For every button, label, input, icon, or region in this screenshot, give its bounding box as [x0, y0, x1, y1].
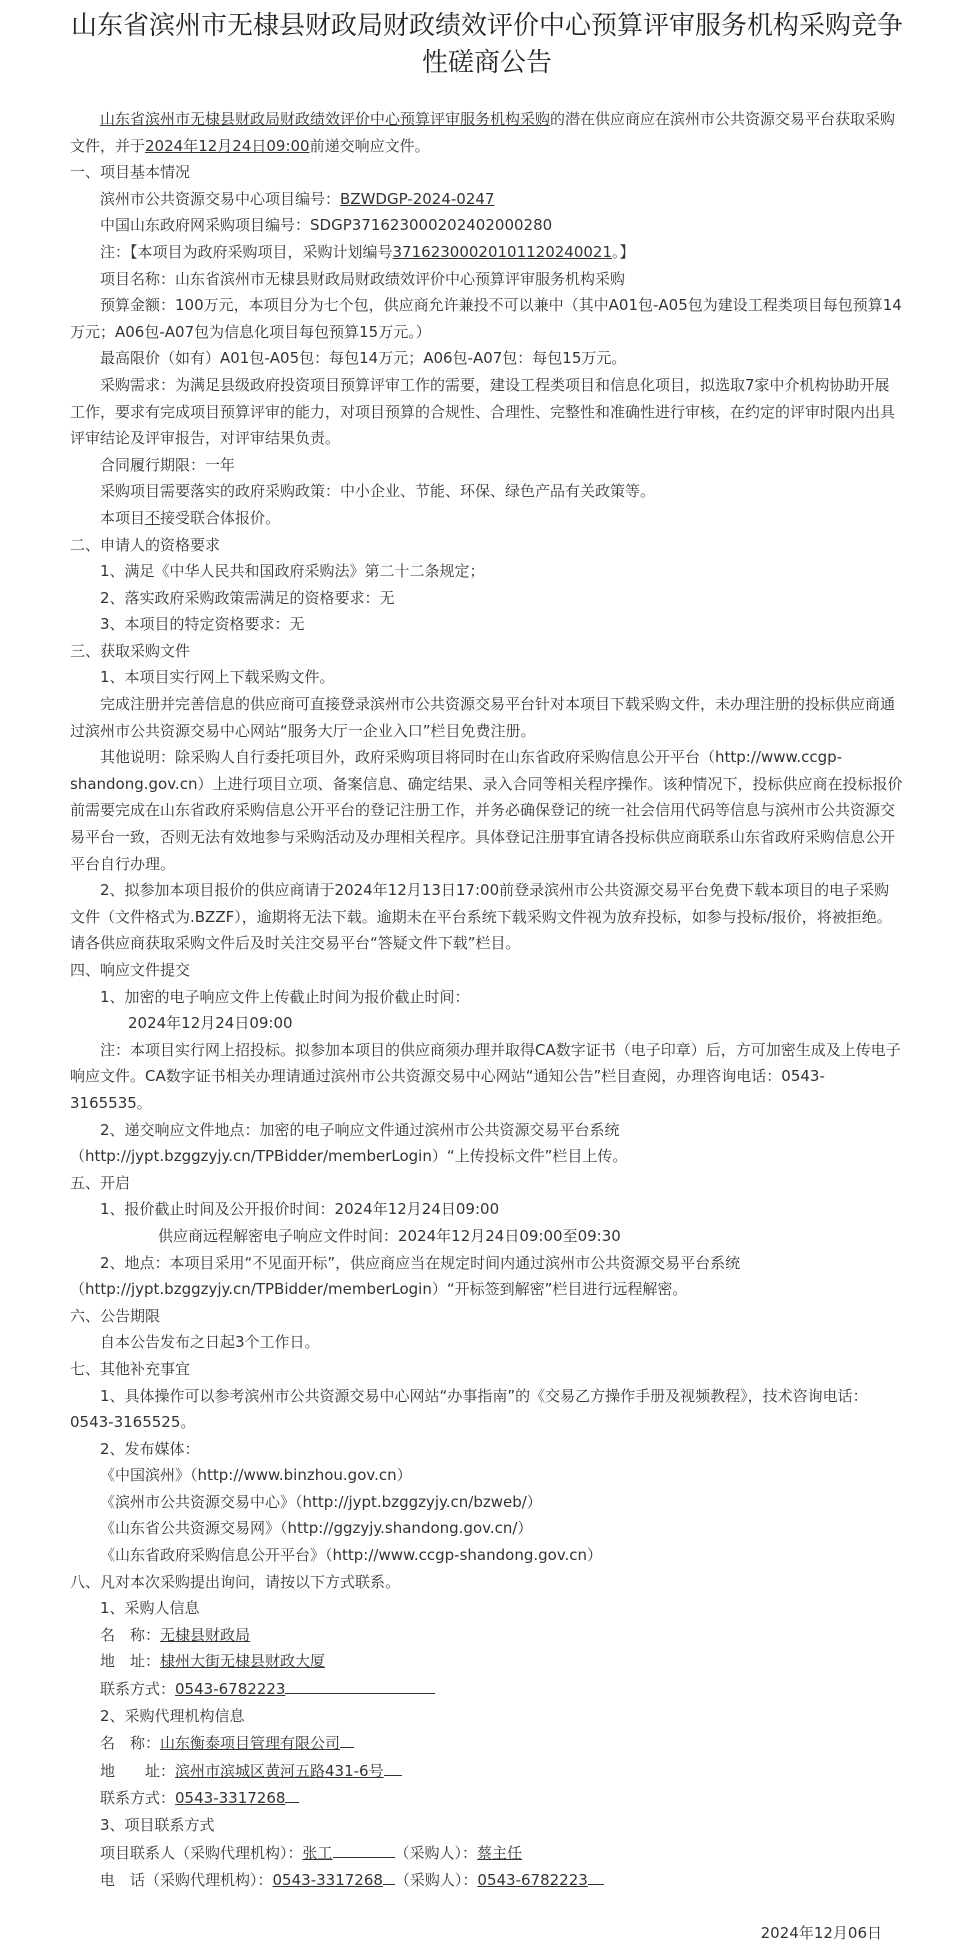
registration-paragraph: 完成注册并完善信息的供应商可直接登录滨州市公共资源交易平台针对本项目下载采购文件，未办理注册的投标供应商通过滨州市公共资源交易中心网站“服务大厅一企业入口”栏目免费注册。 [70, 695, 896, 740]
budget: 预算金额：100万元，本项目分为七个包，供应商允许兼投不可以兼中（其中A01包-A05包为建设工程类项目每包预算14万元；A06包-A07包为信息化项目每包预算15万元。） [70, 296, 902, 341]
section-3-heading: 三、获取采购文件 [70, 641, 191, 660]
qualification-1: 1、满足《中华人民共和国政府采购法》第二十二条规定； [100, 562, 485, 581]
buyer-name: 名 称：无棣县财政局 [100, 1625, 251, 1644]
upload-deadline: 1、加密的电子响应文件上传截止时间为报价截止时间： [100, 987, 470, 1006]
buyer-info-heading: 1、采购人信息 [100, 1599, 200, 1618]
project-number: 滨州市公共资源交易中心项目编号：BZWDGP-2024-0247 [100, 189, 495, 208]
section-2-heading: 二、申请人的资格要求 [70, 535, 221, 554]
submission-location: 2、递交响应文件地点：加密的电子响应文件通过滨州市公共资源交易平台系统（http://jypt.bzggzyjy.cn/TPBidder/memberLogin）“上传投标文件”栏目上传。 [70, 1120, 628, 1166]
qualification-3: 3、本项目的特定资格要求：无 [100, 615, 305, 634]
upload-deadline-time: 2024年12月24日09:00 [128, 1014, 293, 1033]
project-contact-phone: 电 话（采购代理机构）：0543-3317268 （采购人）：0543-6782223 [70, 1866, 904, 1894]
media-shandong-trading: 《山东省公共资源交易网》（http://ggzyjy.shandong.gov.cn/） [100, 1519, 533, 1538]
ca-certificate-note: 注：本项目实行网上招投标。拟参加本项目的供应商须办理并取得CA数字证书（电子印章）后，方可加密生成及上传电子响应文件。CA数字证书相关办理请通过滨州市公共资源交易中心网站“通知公告”栏目查阅，办理咨询电话：0543-3165535。 [70, 1040, 901, 1112]
procurement-demand: 采购需求：为满足县级政府投资项目预算评审工作的需要，建设工程类项目和信息化项目，拟选取7家中介机构协助开展工作，要求有完成项目预算评审的能力，对项目预算的合规性、合理性、完整性和准确性进行审核，在约定的评审时限内出具评审结论及评审报告，对评审结果负责。 [70, 375, 896, 448]
other-notes-paragraph: 其他说明：除采购人自行委托项目外，政府采购项目将同时在山东省政府采购信息公开平台（http://www.ccgp-shandong.gov.cn）上进行项目立项、备案信息、确定结果、录入合同等相关程序操作。该种情况下，投标供应商在投标报价前需要完成在山东省政府采购信息公开平台的登记注册工作，并务必确保登记的统一社会信用代码等信息与滨州市公共资源交易平台一致，否则无法有效地参与采购活动及办理相关程序。具体登记注册事宜请各投标供应商联系山东省政府采购信息公开平台自行办理。 [70, 748, 903, 873]
section-7-heading: 七、其他补充事宜 [70, 1359, 191, 1378]
page-title: 山东省滨州市无棣县财政局财政绩效评价中心预算评审服务机构采购竞争性磋商公告 [70, 11, 903, 78]
contract-period: 合同履行期限：一年 [100, 455, 236, 474]
section-1-heading: 一、项目基本情况 [70, 163, 191, 182]
project-contact-person: 项目联系人（采购代理机构）：张工 （采购人）：蔡主任 [70, 1839, 904, 1867]
qualification-2: 2、落实政府采购政策需满足的资格要求：无 [100, 588, 395, 607]
download-item-1: 1、本项目实行网上下载采购文件。 [100, 668, 335, 687]
joint-bid-note: 本项目不接受联合体报价。 [100, 508, 281, 527]
media-binzhou: 《中国滨州》（http://www.binzhou.gov.cn） [100, 1466, 412, 1485]
agent-name: 名 称：山东衡泰项目管理有限公司 [70, 1729, 904, 1757]
announcement-period: 自本公告发布之日起3个工作日。 [100, 1333, 320, 1352]
intro-project-name: 山东省滨州市无棣县财政局财政绩效评价中心预算评审服务机构采购 [100, 110, 551, 128]
procurement-policy: 采购项目需要落实的政府采购政策：中小企业、节能、环保、绿色产品有关政策等。 [100, 482, 656, 501]
opening-time: 1、报价截止时间及公开报价时间：2024年12月24日09:00 [100, 1200, 500, 1219]
project-name: 项目名称：山东省滨州市无棣县财政局财政绩效评价中心预算评审服务机构采购 [100, 269, 626, 288]
announcement-body [70, 106, 904, 1894]
opening-location: 2、地点：本项目采用“不见面开标”，供应商应当在规定时间内通过滨州市公共资源交易平台系统（http://jypt.bzggzyjy.cn/TPBidder/memberLogin）“开标签到解密”栏目进行远程解密。 [70, 1253, 741, 1299]
intro-deadline: 2024年12月24日09:00 [145, 136, 310, 155]
plan-number-note: 注：【本项目为政府采购项目，采购计划编号37162300020101120240021。】 [100, 242, 635, 261]
max-price: 最高限价（如有）A01包-A05包：每包14万元；A06包-A07包：每包15万元。 [100, 349, 627, 368]
section-6-heading: 六、公告期限 [70, 1306, 161, 1325]
supplement-item-2: 2、发布媒体： [100, 1439, 200, 1458]
publish-date: 2024年12月06日 [760, 1924, 882, 1942]
agent-contact: 联系方式：0543-3317268 [70, 1784, 904, 1812]
download-item-2: 2、拟参加本项目报价的供应商请于2024年12月13日17:00前登录滨州市公共资源交易平台免费下载本项目的电子采购文件（文件格式为.BZZF），逾期将无法下载。逾期未在平台系统下载采购文件视为放弃投标，如参与投标/报价，将被拒绝。请各供应商获取采购文件后及时关注交易平台“答疑文件下载”栏目。 [70, 881, 892, 953]
media-shandong-procurement: 《山东省政府采购信息公开平台》（http://www.ccgp-shandong.gov.cn） [100, 1546, 603, 1565]
decryption-time: 供应商远程解密电子响应文件时间：2024年12月24日09:00至09:30 [158, 1226, 621, 1245]
intro-paragraph: 山东省滨州市无棣县财政局财政绩效评价中心预算评审服务机构采购的潜在供应商应在滨州市公共资源交易平台获取采购文件，并于2024年12月24日09:00前递交响应文件。 [70, 110, 896, 155]
buyer-contact: 联系方式：0543-6782223 [70, 1675, 904, 1703]
supplement-item-1: 1、具体操作可以参考滨州市公共资源交易中心网站“办事指南”的《交易乙方操作手册及视频教程》，技术咨询电话：0543-3165525。 [70, 1386, 868, 1432]
project-contact-heading: 3、项目联系方式 [100, 1816, 215, 1834]
gov-project-number: 中国山东政府网采购项目编号：SDGP371623000202402000280 [100, 216, 553, 235]
agent-address: 地 址：滨州市滨城区黄河五路431-6号 [70, 1757, 904, 1785]
buyer-address: 地 址：棣州大街无棣县财政大厦 [100, 1652, 326, 1671]
section-5-heading: 五、开启 [70, 1173, 131, 1192]
section-8-heading: 八、凡对本次采购提出询问，请按以下方式联系。 [70, 1572, 401, 1591]
agent-info-heading: 2、采购代理机构信息 [100, 1706, 245, 1725]
section-4-heading: 四、响应文件提交 [70, 961, 191, 979]
media-trading-center: 《滨州市公共资源交易中心》（http://jypt.bzggzyjy.cn/bzweb/） [100, 1492, 542, 1511]
